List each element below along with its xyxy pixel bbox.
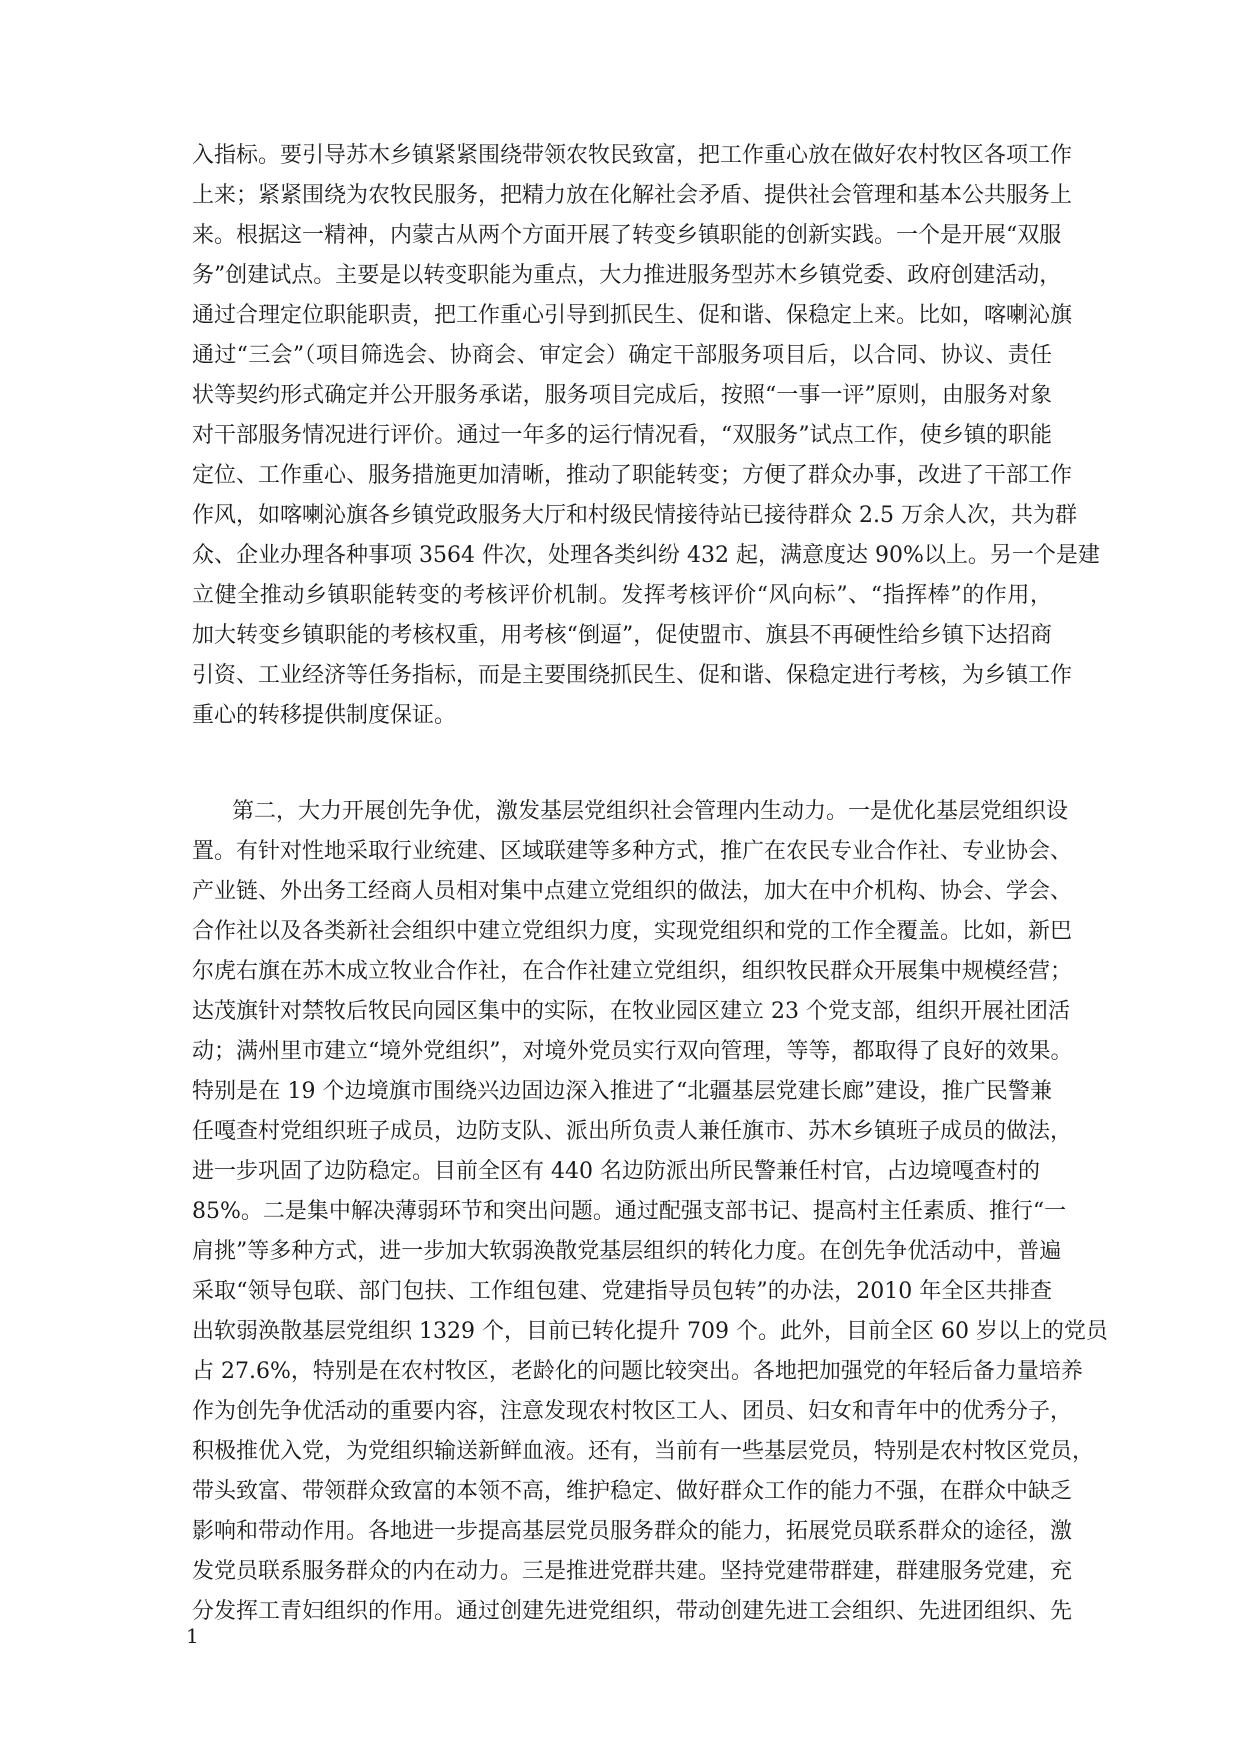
text-line: 作风，如喀喇沁旗各乡镇党政服务大厅和村级民情接待站已接待群众 2.5 万余人次，共为群	[192, 503, 1077, 528]
text-line: 引资、工业经济等任务指标，而是主要围绕抓民生、促和谐、保稳定进行考核，为乡镇工作	[192, 663, 1073, 688]
text-line: 入指标。要引导苏木乡镇紧紧围绕带领农牧民致富，把工作重心放在做好农村牧区各项工作	[192, 143, 1073, 168]
text-line: 合作社以及各类新社会组织中建立党组织力度，实现党组织和党的工作全覆盖。比如，新巴	[192, 919, 1073, 944]
page-number: 1	[186, 1624, 199, 1648]
text-line: 分发挥工青妇组织的作用。通过创建先进党组织，带动创建先进工会组织、先进团组织、先	[192, 1599, 1073, 1624]
text-line: 来。根据这一精神，内蒙古从两个方面开展了转变乡镇职能的创新实践。一个是开展“双服	[192, 223, 1062, 248]
text-line: 第二，大力开展创先争优，激发基层党组织社会管理内生动力。一是优化基层党组织设	[232, 799, 1069, 824]
text-line: 重心的转移提供制度保证。	[192, 703, 457, 728]
text-line: 带头致富、带领群众致富的本领不高，维护稳定、做好群众工作的能力不强，在群众中缺乏	[192, 1479, 1073, 1504]
text-line: 进一步巩固了边防稳定。目前全区有 440 名边防派出所民警兼任村官，占边境嘎查村的	[192, 1159, 1040, 1184]
text-line: 作为创先争优活动的重要内容，注意发现农村牧区工人、团员、妇女和青年中的优秀分子，	[192, 1399, 1073, 1424]
text-line: 尔虎右旗在苏木成立牧业合作社，在合作社建立党组织，组织牧民群众开展集中规模经营；	[192, 959, 1073, 984]
text-line: 采取“领导包联、部门包扶、工作组包建、党建指导员包转”的办法，2010 年全区共排查	[192, 1279, 1052, 1304]
text-line: 任嘎查村党组织班子成员，边防支队、派出所负责人兼任旗市、苏木乡镇班子成员的做法，	[192, 1119, 1073, 1144]
text-line: 立健全推动乡镇职能转变的考核评价机制。发挥考核评价“风向标”、“指挥棒”的作用，	[192, 583, 1052, 608]
text-line: 肩挑”等多种方式，进一步加大软弱涣散党基层组织的转化力度。在创先争优活动中，普遍	[192, 1239, 1062, 1264]
text-line: 发党员联系服务群众的内在动力。三是推进党群共建。坚持党建带群建，群建服务党建，充	[192, 1559, 1073, 1584]
text-line: 特别是在 19 个边境旗市围绕兴边固边深入推进了“北疆基层党建长廊”建设，推广民警兼	[192, 1079, 1052, 1104]
text-line: 定位、工作重心、服务措施更加清晰，推动了职能转变；方便了群众办事，改进了干部工作	[192, 463, 1073, 488]
text-line: 达茂旗针对禁牧后牧民向园区集中的实际，在牧业园区建立 23 个党支部，组织开展社团活	[192, 999, 1070, 1024]
text-line: 务”创建试点。主要是以转变职能为重点，大力推进服务型苏木乡镇党委、政府创建活动，	[192, 263, 1062, 288]
text-line: 积极推优入党，为党组织输送新鲜血液。还有，当前有一些基层党员，特别是农村牧区党员，	[192, 1439, 1095, 1464]
text-line: 状等契约形式确定并公开服务承诺，服务项目完成后，按照“一事一评”原则，由服务对象	[192, 383, 1052, 408]
text-line: 通过“三会”（项目筛选会、协商会、审定会）确定干部服务项目后，以合同、协议、责任	[192, 343, 1052, 368]
text-line: 占 27.6%，特别是在农村牧区，老龄化的问题比较突出。各地把加强党的年轻后备力量培养	[192, 1359, 1083, 1384]
text-line: 出软弱涣散基层党组织 1329 个，目前已转化提升 709 个。此外，目前全区 60 岁以上的党员	[192, 1319, 1108, 1344]
text-line: 通过合理定位职能职责，把工作重心引导到抓民生、促和谐、保稳定上来。比如，喀喇沁旗	[192, 303, 1073, 328]
text-line: 对干部服务情况进行评价。通过一年多的运行情况看，“双服务”试点工作，使乡镇的职能	[192, 423, 1052, 448]
text-line: 产业链、外出务工经商人员相对集中点建立党组织的做法，加大在中介机构、协会、学会、	[192, 879, 1073, 904]
text-line: 动；满州里市建立“境外党组织”，对境外党员实行双向管理，等等，都取得了良好的效果。	[192, 1039, 1073, 1064]
text-line: 上来；紧紧围绕为农牧民服务，把精力放在化解社会矛盾、提供社会管理和基本公共服务上	[192, 183, 1073, 208]
text-line: 85%。二是集中解决薄弱环节和突出问题。通过配强支部书记、提高村主任素质、推行“一	[192, 1199, 1067, 1224]
text-line: 影响和带动作用。各地进一步提高基层党员服务群众的能力，拓展党员联系群众的途径，激	[192, 1519, 1073, 1544]
text-line: 置。有针对性地采取行业统建、区域联建等多种方式，推广在农民专业合作社、专业协会、	[192, 839, 1073, 864]
text-line: 加大转变乡镇职能的考核权重，用考核“倒逼”，促使盟市、旗县不再硬性给乡镇下达招商	[192, 623, 1052, 648]
text-line: 众、企业办理各种事项 3564 件次，处理各类纠纷 432 起，满意度达 90%以上。另一个是建	[192, 543, 1100, 568]
